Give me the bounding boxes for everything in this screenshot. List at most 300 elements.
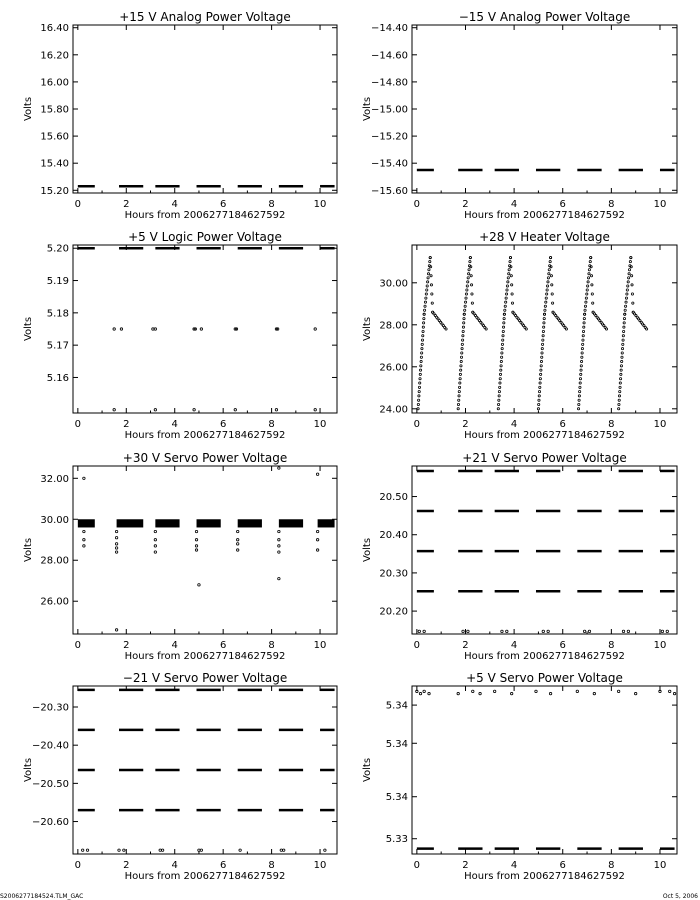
data-point — [118, 849, 120, 851]
data-point — [460, 369, 462, 371]
data-point — [431, 302, 433, 304]
data-point — [506, 285, 508, 287]
data-point — [470, 284, 472, 286]
x-tick-label: 6 — [219, 419, 227, 430]
data-point — [621, 352, 623, 354]
x-tick-label: 0 — [74, 860, 82, 871]
data-point — [582, 335, 584, 337]
data-point — [590, 266, 592, 268]
data-point — [622, 343, 624, 345]
chart-panel-8 — [362, 671, 677, 882]
data-point — [669, 690, 671, 692]
y-tick-label: 26.00 — [40, 596, 69, 608]
x-axis-label: Hours from 2006277184627592 — [464, 210, 625, 221]
data-point — [429, 257, 431, 259]
y-tick-label: 15.20 — [40, 185, 69, 197]
data-point — [623, 322, 625, 324]
data-point — [628, 277, 630, 279]
data-point — [546, 293, 548, 295]
data-point — [627, 281, 629, 283]
data-point — [547, 630, 549, 632]
data-point — [460, 360, 462, 362]
data-point — [498, 399, 500, 401]
data-point — [626, 289, 628, 291]
data-point — [549, 692, 551, 694]
data-point — [549, 257, 551, 259]
data-point — [624, 305, 626, 307]
data-point — [420, 360, 422, 362]
x-tick-label: 8 — [268, 419, 275, 430]
data-point — [578, 399, 580, 401]
data-point — [459, 382, 461, 384]
data-point — [316, 530, 318, 532]
y-tick-label: −14.40 — [370, 23, 408, 35]
x-tick-label: 10 — [653, 860, 667, 871]
data-point — [538, 403, 540, 405]
data-point — [540, 369, 542, 371]
data-point — [508, 273, 510, 275]
data-point — [580, 365, 582, 367]
data-point — [459, 373, 461, 375]
data-point — [548, 269, 550, 271]
data-point — [503, 322, 505, 324]
data-point — [420, 365, 422, 367]
data-point — [579, 382, 581, 384]
data-point — [627, 285, 629, 287]
data-band — [155, 519, 179, 527]
data-point — [466, 289, 468, 291]
y-tick-label: −14.60 — [370, 50, 408, 62]
data-point — [421, 339, 423, 341]
data-point — [549, 261, 551, 263]
data-point — [236, 549, 238, 551]
x-tick-label: 0 — [413, 860, 421, 871]
data-point — [457, 403, 459, 405]
data-point — [620, 365, 622, 367]
data-point — [115, 547, 117, 549]
data-point — [545, 297, 547, 299]
data-point — [624, 313, 626, 315]
data-point — [506, 289, 508, 291]
data-point — [464, 305, 466, 307]
x-tick-label: 8 — [268, 640, 275, 651]
y-tick-label: −20.50 — [31, 778, 69, 790]
data-point — [619, 391, 621, 393]
data-point — [588, 269, 590, 271]
data-point — [418, 395, 420, 397]
x-tick-label: 4 — [510, 199, 518, 210]
y-tick-label: 5.18 — [46, 308, 69, 320]
data-point — [673, 692, 675, 694]
chart-panel-5 — [23, 451, 337, 662]
data-point — [445, 328, 447, 330]
y-axis-label: Volts — [23, 757, 34, 783]
data-point — [579, 391, 581, 393]
y-axis-label: Volts — [23, 316, 34, 342]
data-point — [582, 343, 584, 345]
data-point — [83, 530, 85, 532]
x-tick-label: 2 — [123, 640, 130, 651]
data-point — [278, 545, 280, 547]
data-point — [499, 373, 501, 375]
data-point — [547, 277, 549, 279]
data-point — [542, 330, 544, 332]
plot-frame — [412, 245, 677, 413]
data-point — [236, 530, 238, 532]
data-point — [578, 403, 580, 405]
data-point — [510, 266, 512, 268]
data-point — [421, 352, 423, 354]
data-point — [420, 356, 422, 358]
y-tick-label: 24.00 — [379, 404, 408, 416]
data-point — [500, 360, 502, 362]
data-point — [283, 849, 285, 851]
data-point — [503, 313, 505, 315]
chart-title: −21 V Servo Power Voltage — [122, 671, 288, 685]
data-point — [493, 690, 495, 692]
data-point — [418, 391, 420, 393]
data-point — [278, 530, 280, 532]
data-point — [423, 313, 425, 315]
data-point — [509, 261, 511, 263]
chart-panel-4 — [362, 230, 677, 441]
y-axis-label: Volts — [362, 757, 373, 783]
data-point — [424, 301, 426, 303]
y-tick-label: 5.20 — [46, 243, 69, 255]
data-point — [619, 386, 621, 388]
data-point — [587, 281, 589, 283]
data-point — [501, 343, 503, 345]
data-point — [541, 343, 543, 345]
data-point — [623, 326, 625, 328]
data-point — [511, 302, 513, 304]
y-tick-label: 32.00 — [40, 473, 69, 485]
data-point — [423, 309, 425, 311]
chart-title: +5 V Servo Power Voltage — [466, 671, 623, 685]
data-point — [618, 408, 620, 410]
x-tick-label: 6 — [559, 199, 566, 210]
data-point — [419, 369, 421, 371]
x-tick-label: 2 — [462, 640, 469, 651]
data-point — [631, 275, 633, 277]
chart-title: +21 V Servo Power Voltage — [462, 451, 627, 465]
data-point — [417, 403, 419, 405]
x-tick-label: 6 — [219, 860, 227, 871]
data-point — [278, 551, 280, 553]
footer-filename: S2006277184524.TLM_GAC — [0, 893, 84, 900]
data-point — [430, 284, 432, 286]
data-point — [115, 530, 117, 532]
data-point — [631, 293, 633, 295]
footer-date: Oct 5, 2006 — [662, 893, 698, 900]
data-point — [539, 382, 541, 384]
data-point — [580, 369, 582, 371]
data-point — [462, 335, 464, 337]
data-point — [458, 395, 460, 397]
x-tick-label: 0 — [413, 640, 421, 651]
x-tick-label: 4 — [510, 640, 518, 651]
data-point — [625, 297, 627, 299]
data-point — [419, 692, 421, 694]
data-point — [587, 285, 589, 287]
data-point — [316, 539, 318, 541]
x-tick-label: 10 — [313, 860, 327, 871]
data-band — [238, 519, 262, 527]
data-point — [200, 328, 202, 330]
data-point — [509, 257, 511, 259]
data-point — [546, 285, 548, 287]
plot-frame — [73, 25, 337, 193]
data-point — [541, 356, 543, 358]
data-point — [464, 309, 466, 311]
data-point — [511, 293, 513, 295]
data-point — [550, 275, 552, 277]
data-point — [200, 849, 202, 851]
data-point — [540, 360, 542, 362]
y-tick-label: 20.30 — [379, 568, 408, 580]
y-tick-label: −14.80 — [370, 77, 408, 89]
data-point — [583, 317, 585, 319]
data-point — [543, 313, 545, 315]
data-point — [115, 551, 117, 553]
x-tick-label: 4 — [171, 860, 178, 871]
data-point — [535, 690, 537, 692]
data-point — [626, 293, 628, 295]
data-point — [427, 273, 429, 275]
data-point — [666, 630, 668, 632]
data-point — [479, 692, 481, 694]
x-tick-label: 6 — [559, 860, 566, 871]
data-point — [593, 692, 595, 694]
data-point — [424, 305, 426, 307]
data-point — [525, 328, 527, 330]
data-point — [193, 409, 195, 411]
data-point — [236, 543, 238, 545]
data-point — [544, 305, 546, 307]
chart-panel-2 — [362, 10, 677, 221]
data-point — [423, 322, 425, 324]
data-point — [622, 630, 624, 632]
plot-frame — [73, 466, 337, 634]
y-tick-label: 16.40 — [40, 23, 69, 35]
y-tick-label: 16.20 — [40, 50, 69, 62]
data-point — [423, 630, 425, 632]
data-point — [464, 301, 466, 303]
data-point — [541, 352, 543, 354]
data-point — [505, 293, 507, 295]
data-point — [619, 378, 621, 380]
data-point — [580, 360, 582, 362]
data-point — [462, 330, 464, 332]
x-tick-label: 2 — [123, 860, 130, 871]
data-point — [646, 328, 648, 330]
x-tick-label: 2 — [123, 419, 130, 430]
data-point — [539, 378, 541, 380]
data-point — [461, 352, 463, 354]
data-point — [620, 373, 622, 375]
chart-title: +5 V Logic Power Voltage — [128, 230, 282, 244]
data-band — [117, 519, 144, 527]
data-point — [634, 692, 636, 694]
y-tick-label: −20.30 — [31, 702, 69, 714]
x-tick-label: 10 — [313, 419, 327, 430]
data-point — [198, 584, 200, 586]
data-point — [511, 284, 513, 286]
data-point — [621, 360, 623, 362]
data-point — [659, 690, 661, 692]
y-tick-label: 30.00 — [379, 278, 408, 290]
data-point — [457, 408, 459, 410]
y-tick-label: 5.33 — [385, 834, 408, 846]
data-point — [540, 365, 542, 367]
data-point — [625, 301, 627, 303]
data-point — [544, 309, 546, 311]
chart-title: +28 V Heater Voltage — [479, 230, 610, 244]
chart-panel-6 — [362, 451, 677, 662]
data-point — [161, 849, 163, 851]
data-point — [551, 284, 553, 286]
data-point — [502, 326, 504, 328]
x-tick-label: 4 — [171, 199, 178, 210]
data-point — [278, 467, 280, 469]
x-tick-label: 8 — [608, 199, 615, 210]
data-point — [468, 273, 470, 275]
data-point — [430, 275, 432, 277]
data-point — [552, 302, 554, 304]
y-axis-label: Volts — [23, 537, 34, 563]
data-point — [422, 335, 424, 337]
x-tick-label: 2 — [462, 199, 469, 210]
data-point — [422, 326, 424, 328]
data-point — [428, 692, 430, 694]
data-point — [430, 266, 432, 268]
x-tick-label: 6 — [559, 640, 566, 651]
data-point — [467, 281, 469, 283]
data-point — [605, 328, 607, 330]
data-point — [421, 348, 423, 350]
data-point — [501, 352, 503, 354]
data-point — [427, 281, 429, 283]
y-tick-label: 30.00 — [40, 514, 69, 526]
data-point — [537, 408, 539, 410]
data-point — [120, 328, 122, 330]
data-point — [504, 309, 506, 311]
data-point — [584, 305, 586, 307]
data-point — [498, 391, 500, 393]
data-point — [468, 269, 470, 271]
data-point — [627, 630, 629, 632]
x-tick-label: 8 — [608, 860, 615, 871]
data-point — [458, 386, 460, 388]
data-point — [579, 378, 581, 380]
data-point — [630, 266, 632, 268]
data-point — [581, 348, 583, 350]
data-point — [500, 369, 502, 371]
data-point — [565, 328, 567, 330]
data-point — [592, 302, 594, 304]
data-point — [539, 386, 541, 388]
data-point — [462, 339, 464, 341]
data-point — [462, 630, 464, 632]
data-point — [579, 386, 581, 388]
data-point — [86, 849, 88, 851]
y-tick-label: 28.00 — [40, 555, 69, 567]
data-point — [418, 399, 420, 401]
data-point — [543, 326, 545, 328]
y-tick-label: 20.50 — [379, 492, 408, 504]
data-point — [586, 289, 588, 291]
data-point — [588, 273, 590, 275]
x-axis-label: Hours from 2006277184627592 — [124, 871, 286, 882]
data-point — [278, 577, 280, 579]
y-tick-label: −15.60 — [370, 185, 408, 197]
data-point — [457, 692, 459, 694]
y-tick-label: 5.16 — [46, 372, 69, 384]
data-point — [427, 277, 429, 279]
y-tick-label: −15.40 — [370, 158, 408, 170]
data-point — [501, 630, 503, 632]
data-point — [504, 305, 506, 307]
data-point — [632, 302, 634, 304]
chart-panel-3 — [23, 230, 337, 441]
data-point — [470, 266, 472, 268]
data-point — [83, 539, 85, 541]
data-point — [500, 365, 502, 367]
data-point — [590, 257, 592, 259]
data-point — [423, 690, 425, 692]
data-point — [621, 356, 623, 358]
data-point — [543, 317, 545, 319]
data-point — [538, 399, 540, 401]
data-point — [421, 343, 423, 345]
data-point — [619, 382, 621, 384]
data-point — [497, 408, 499, 410]
data-point — [577, 408, 579, 410]
data-point — [425, 293, 427, 295]
data-point — [466, 285, 468, 287]
data-point — [542, 335, 544, 337]
data-point — [462, 326, 464, 328]
data-point — [591, 284, 593, 286]
data-point — [463, 322, 465, 324]
y-axis-label: Volts — [362, 537, 373, 563]
data-point — [505, 301, 507, 303]
data-point — [502, 335, 504, 337]
data-point — [123, 849, 125, 851]
data-point — [467, 277, 469, 279]
data-point — [316, 473, 318, 475]
data-point — [580, 373, 582, 375]
data-point — [623, 330, 625, 332]
x-tick-label: 2 — [462, 860, 469, 871]
data-point — [469, 257, 471, 259]
data-point — [499, 382, 501, 384]
data-point — [467, 630, 469, 632]
data-point — [501, 356, 503, 358]
data-point — [316, 549, 318, 551]
data-point — [419, 382, 421, 384]
data-point — [154, 551, 156, 553]
y-tick-label: 15.80 — [40, 104, 69, 116]
data-point — [115, 629, 117, 631]
x-tick-label: 4 — [510, 860, 518, 871]
data-point — [546, 289, 548, 291]
data-point — [622, 335, 624, 337]
data-point — [461, 348, 463, 350]
plot-frame — [412, 686, 677, 854]
data-point — [591, 293, 593, 295]
x-axis-label: Hours from 2006277184627592 — [464, 651, 625, 662]
